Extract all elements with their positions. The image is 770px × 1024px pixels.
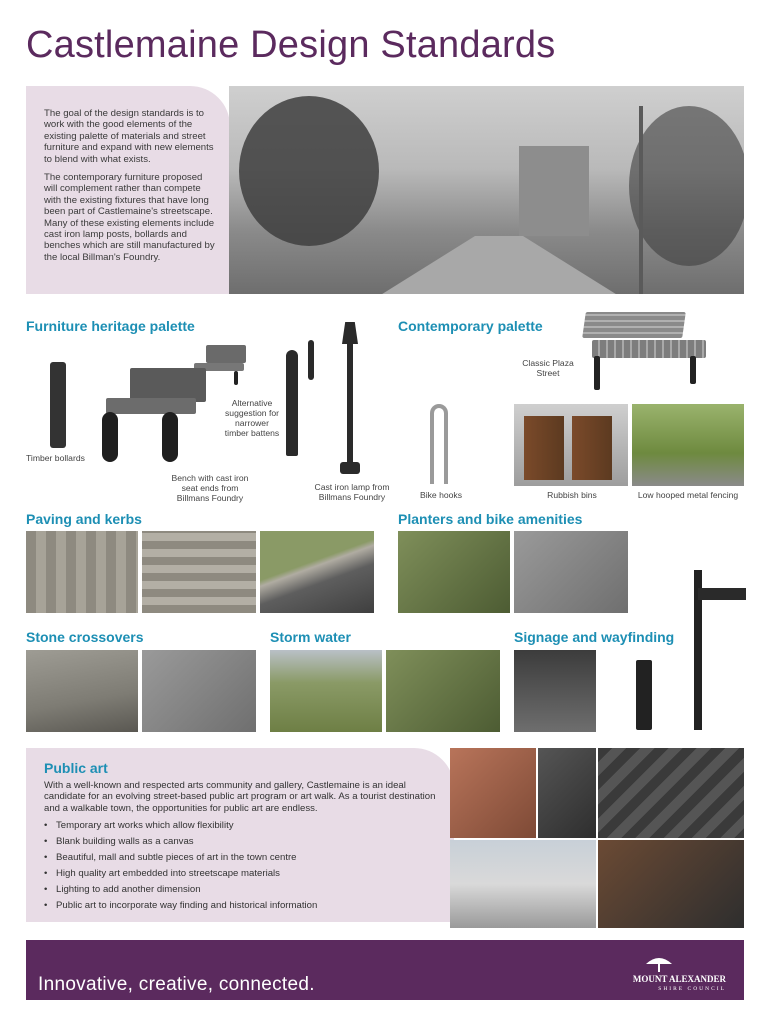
heading-furniture-heritage: Furniture heritage palette	[26, 318, 195, 334]
council-logo-name: MOUNT ALEXANDER	[632, 974, 726, 984]
public-art-photo-5	[598, 840, 744, 928]
caption-fencing: Low hooped metal fencing	[637, 490, 739, 500]
list-item: • High quality art embedded into streetscape materials	[44, 866, 440, 882]
storm-water-photo-2	[386, 650, 500, 732]
signage-pillar-image	[636, 660, 652, 730]
caption-timber-bollards: Timber bollards	[26, 453, 85, 463]
public-art-body: With a well-known and respected arts community and gallery, Castlemaine is an ideal candidate for an evolving street-based public art program or art walk. As a tourist destination and a walkable town, the opportunities for public art are endless.	[44, 780, 436, 814]
cast-iron-lamp-image	[340, 322, 360, 474]
bike-rack-photo	[514, 531, 628, 613]
caption-lamp: Cast iron lamp from Billmans Foundry	[314, 482, 390, 502]
paving-photo-1	[26, 531, 138, 613]
stone-crossover-photo-2	[142, 650, 256, 732]
cast-iron-bollard-image	[286, 350, 298, 456]
storm-water-photo-1	[270, 650, 382, 732]
footer-banner	[26, 940, 744, 1000]
heading-stone-crossovers: Stone crossovers	[26, 629, 144, 645]
planters-photo	[398, 531, 510, 613]
bike-hook-image	[430, 404, 448, 484]
intro-paragraph-2: The contemporary furniture proposed will complement rather than compete with the existing fixtures that have long been part of Castlemaine's streetscape. Many of these existing elements include cast iron lamp posts, bollards and benches which are still manufactured by the local Billman's Foundry.	[44, 172, 215, 263]
heading-storm-water: Storm water	[270, 629, 351, 645]
footer-tagline: Innovative, creative, connected.	[38, 974, 315, 995]
public-art-photo-2	[538, 748, 596, 838]
intro-paragraph-1: The goal of the design standards is to work with the good elements of the existing palette of materials and street furniture and expand with new elements to blend with what exists.	[44, 108, 214, 165]
caption-rubbish-bins: Rubbish bins	[547, 490, 597, 500]
wayfinding-sign-blade	[698, 588, 746, 600]
list-item: • Beautiful, mall and subtle pieces of art in the town centre	[44, 850, 440, 866]
bench-cast-iron-image	[100, 368, 210, 468]
public-art-photo-3	[598, 748, 744, 838]
historic-street-photo	[229, 86, 744, 294]
heading-public-art: Public art	[44, 760, 108, 776]
caption-bench: Bench with cast iron seat ends from Billmans Foundry	[171, 473, 249, 503]
small-bollard-image	[308, 340, 314, 380]
public-art-list	[44, 818, 440, 914]
list-item: • Lighting to add another dimension	[44, 882, 440, 898]
page-title: Castlemaine Design Standards	[26, 24, 556, 66]
intro-panel	[26, 86, 230, 294]
council-logo-sub: SHIRE COUNCIL	[658, 986, 726, 992]
hooped-fencing-photo	[632, 404, 744, 486]
public-art-panel	[26, 748, 454, 922]
caption-bike-hooks: Bike hooks	[419, 490, 463, 500]
stone-crossover-photo-1	[26, 650, 138, 732]
caption-alt-suggestion: Alternative suggestion for narrower timber battens	[224, 398, 280, 438]
heading-contemporary: Contemporary palette	[398, 318, 543, 334]
rubbish-bins-photo	[514, 404, 628, 486]
public-art-photo-1	[450, 748, 536, 838]
heading-signage: Signage and wayfinding	[514, 629, 675, 645]
public-art-photo-4	[450, 840, 596, 928]
kerb-photo	[260, 531, 374, 613]
list-item: • Blank building walls as a canvas	[44, 834, 440, 850]
caption-classic-plaza: Classic Plaza Street	[522, 358, 574, 378]
heading-paving: Paving and kerbs	[26, 511, 142, 527]
paving-photo-2	[142, 531, 256, 613]
signage-board-photo	[514, 650, 596, 732]
list-item: • Public art to incorporate way finding and historical information	[44, 898, 440, 914]
list-item: • Temporary art works which allow flexibility	[44, 818, 440, 834]
classic-plaza-bench-image	[578, 312, 712, 390]
council-tree-logo-icon	[644, 950, 674, 972]
heading-planters: Planters and bike amenities	[398, 511, 583, 527]
timber-bollard-image	[50, 362, 66, 448]
